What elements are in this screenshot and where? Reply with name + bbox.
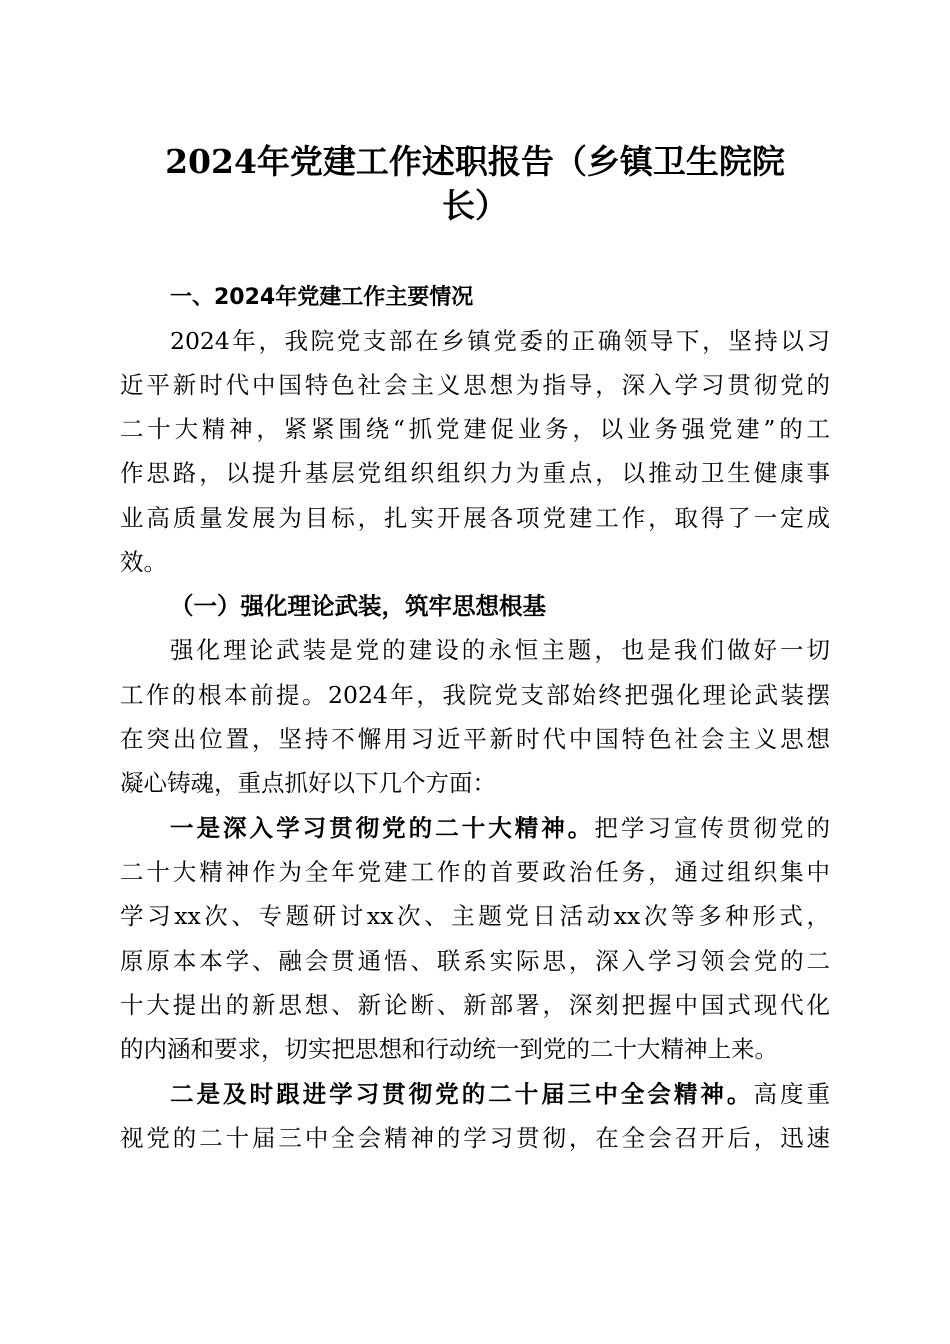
paragraph-line: 效。 <box>120 548 167 576</box>
paragraph-line <box>120 1079 830 1109</box>
paragraph-line: 视党的二十届三中全会精神的学习贯彻，在全会召开后，迅速 <box>120 1124 830 1152</box>
paragraph-lead: 二是及时跟进学习贯彻党的二十届三中全会精神。 <box>170 1080 754 1108</box>
paragraph-line: 作思路，以提升基层党组织组织力为重点，以推动卫生健康事 <box>120 459 830 487</box>
paragraph-line <box>120 813 830 843</box>
paragraph-line: 2024年，我院党支部在乡镇党委的正确领导下，坚持以习 <box>170 327 830 355</box>
paragraph-line: 二十大精神，紧紧围绕“抓党建促业务，以业务强党建”的工 <box>120 415 830 443</box>
section-heading: 一、2024年党建工作主要情况 <box>170 285 474 310</box>
paragraph-text: 高度重 <box>753 1080 830 1108</box>
document-title-line-2: 长） <box>442 186 508 225</box>
paragraph-line: 的内涵和要求，切实把思想和行动统一到党的二十大精神上来。 <box>120 1035 778 1063</box>
paragraph-line: 二十大精神作为全年党建工作的首要政治任务，通过组织集中 <box>120 858 830 886</box>
subsection-heading: （一）强化理论武装，筑牢思想根基 <box>170 592 546 620</box>
paragraph-line: 凝心铸魂，重点抓好以下几个方面： <box>120 769 496 797</box>
document-title-line-1: 2024年党建工作述职报告（乡镇卫生院院 <box>165 142 785 181</box>
paragraph-line: 在突出位置，坚持不懈用习近平新时代中国特色社会主义思想 <box>120 725 830 753</box>
paragraph-line: 十大提出的新思想、新论断、新部署，深刻把握中国式现代化 <box>120 991 830 1019</box>
paragraph-line: 强化理论武装是党的建设的永恒主题，也是我们做好一切 <box>170 636 830 664</box>
paragraph-lead: 一是深入学习贯彻党的二十大精神。 <box>170 814 595 842</box>
paragraph-line: 业高质量发展为目标，扎实开展各项党建工作，取得了一定成 <box>120 504 830 532</box>
paragraph-line: 近平新时代中国特色社会主义思想为指导，深入学习贯彻党的 <box>120 371 830 399</box>
paragraph-line: 工作的根本前提。2024年，我院党支部始终把强化理论武装摆 <box>120 681 830 709</box>
paragraph-line: 学习xx次、专题研讨xx次、主题党日活动xx次等多种形式， <box>120 902 830 930</box>
paragraph-text: 把学习宣传贯彻党的 <box>594 814 830 842</box>
paragraph-line: 原原本本学、融会贯通悟、联系实际思，深入学习领会党的二 <box>120 947 830 975</box>
